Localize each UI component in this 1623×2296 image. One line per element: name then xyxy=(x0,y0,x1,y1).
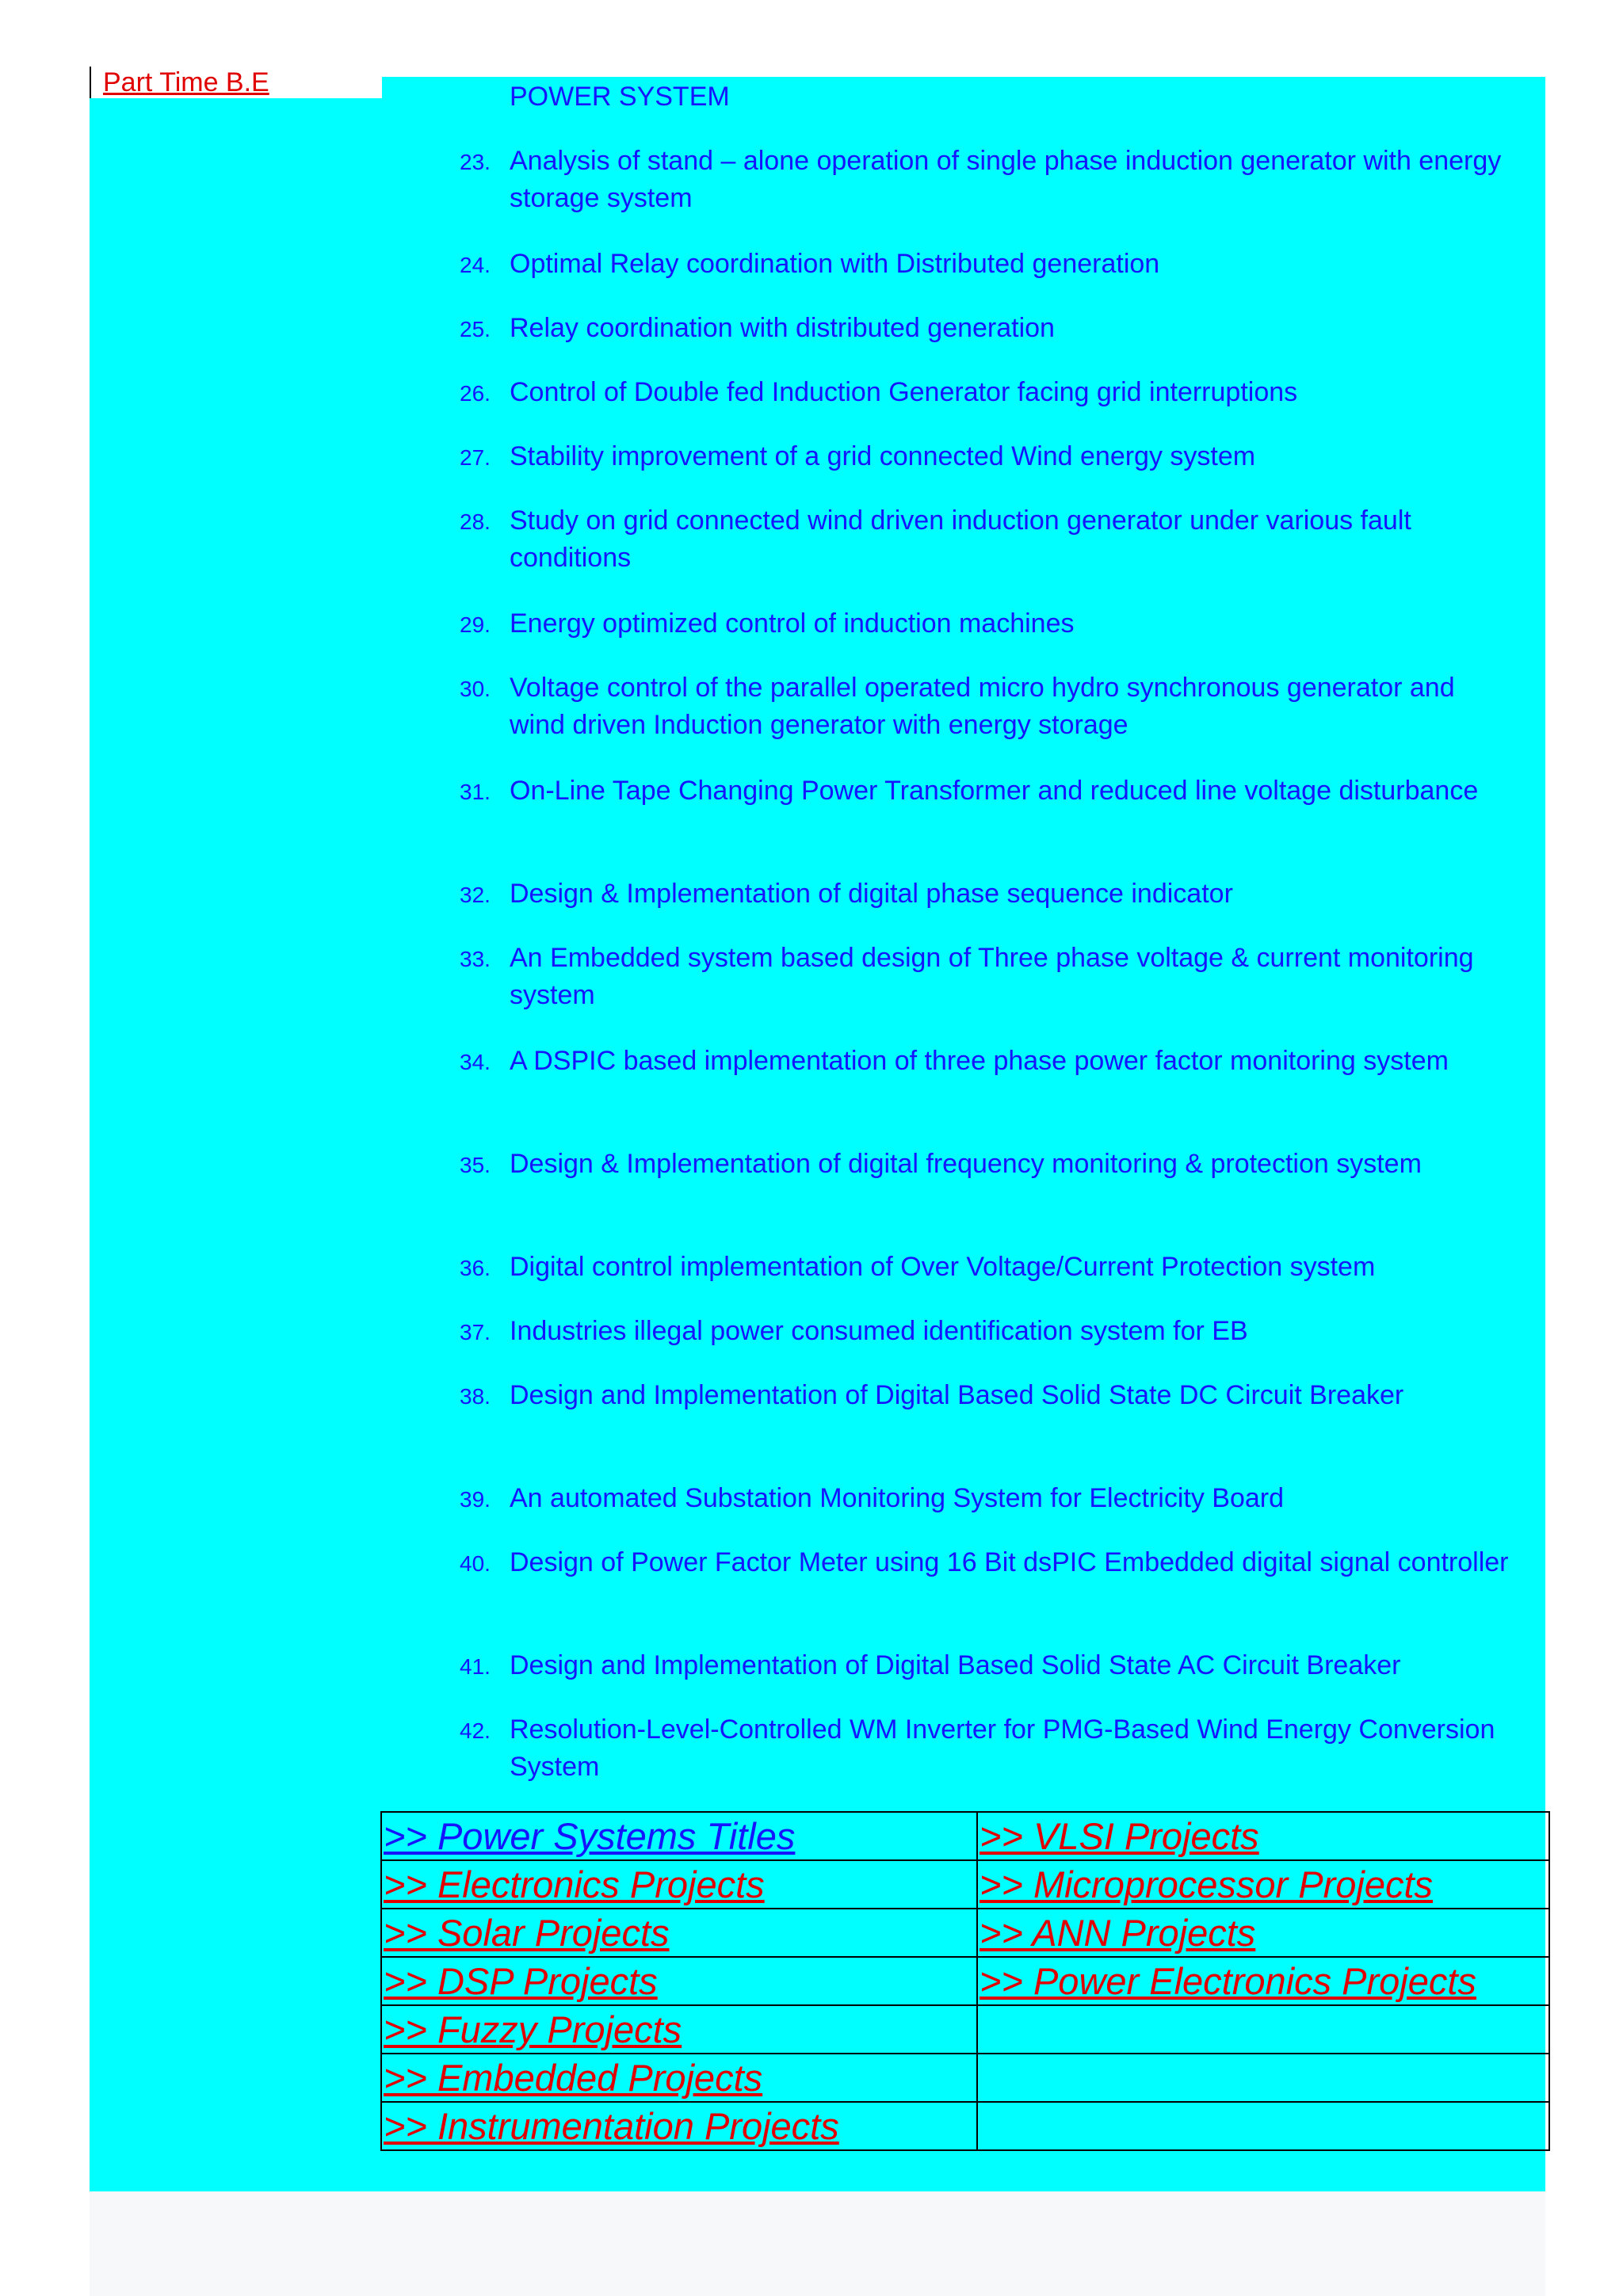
list-item-text: Control of Double fed Induction Generator facing grid interruptions xyxy=(510,377,1298,407)
table-cell-empty xyxy=(977,2005,1549,2054)
list-item-number: 27. xyxy=(460,445,491,470)
list-item-text: An Embedded system based design of Three phase voltage & current monitoring system xyxy=(510,943,1474,1010)
table-cell xyxy=(381,1957,977,2005)
list-item-number: 37. xyxy=(460,1320,491,1344)
list-item-number: 38. xyxy=(460,1384,491,1409)
table-cell xyxy=(381,1812,977,1860)
section-heading-tail: POWER SYSTEM xyxy=(510,82,730,112)
list-item-number: 30. xyxy=(460,677,491,701)
link-fuzzy-projects[interactable]: >> Fuzzy Projects xyxy=(384,2008,682,2050)
list-item-number: 41. xyxy=(460,1654,491,1679)
list-item-text: Design & Implementation of digital phase sequence indicator xyxy=(510,879,1233,909)
table-row xyxy=(381,1812,1549,1860)
table-cell xyxy=(381,1909,977,1957)
list-item-number: 36. xyxy=(460,1256,491,1280)
list-item-number: 29. xyxy=(460,612,491,637)
table-cell xyxy=(977,1909,1549,1957)
link-power-electronics-projects[interactable]: >> Power Electronics Projects xyxy=(980,1960,1476,2002)
table-row xyxy=(381,2102,1549,2150)
list-item-text: Digital control implementation of Over Voltage/Current Protection system xyxy=(510,1252,1376,1282)
link-dsp-projects[interactable]: >> DSP Projects xyxy=(384,1960,658,2002)
table-cell-empty xyxy=(977,2102,1549,2150)
list-item-text: Stability improvement of a grid connected Wind energy system xyxy=(510,441,1256,471)
list-item-number: 31. xyxy=(460,780,491,804)
list-item-text: Voltage control of the parallel operated micro hydro synchronous generator and wind driven Induction generator with energy storage xyxy=(510,673,1455,740)
list-item-number: 42. xyxy=(460,1718,491,1743)
table-row xyxy=(381,2054,1549,2102)
list-item-number: 33. xyxy=(460,947,491,971)
table-row xyxy=(381,1957,1549,2005)
list-item-text: An automated Substation Monitoring System for Electricity Board xyxy=(510,1483,1285,1513)
page-footer-area xyxy=(90,2191,1545,2296)
link-instrumentation-projects[interactable]: >> Instrumentation Projects xyxy=(384,2105,839,2147)
list-item-text: Study on grid connected wind driven induction generator under various fault conditions xyxy=(510,505,1411,573)
list-item-text: Energy optimized control of induction machines xyxy=(510,608,1075,639)
sidebar-link-part-time-be[interactable]: Part Time B.E xyxy=(103,67,269,97)
link-microprocessor-projects[interactable]: >> Microprocessor Projects xyxy=(980,1863,1434,1905)
table-row xyxy=(381,1909,1549,1957)
table-cell-empty xyxy=(977,2054,1549,2102)
list-item-number: 40. xyxy=(460,1551,491,1576)
list-item-number: 26. xyxy=(460,381,491,406)
table-cell xyxy=(381,1860,977,1909)
list-item-text: Relay coordination with distributed generation xyxy=(510,313,1055,343)
list-item-number: 32. xyxy=(460,883,491,907)
table-row xyxy=(381,2005,1549,2054)
list-item-text: Resolution-Level-Controlled WM Inverter for PMG-Based Wind Energy Conversion System xyxy=(510,1714,1495,1782)
link-power-systems-titles[interactable]: >> Power Systems Titles xyxy=(384,1815,796,1857)
list-item-text: Optimal Relay coordination with Distributed generation xyxy=(510,249,1160,279)
table-cell xyxy=(977,1957,1549,2005)
list-item-text: Design and Implementation of Digital Based Solid State DC Circuit Breaker xyxy=(510,1380,1404,1410)
link-solar-projects[interactable]: >> Solar Projects xyxy=(384,1912,670,1954)
list-item-text: Analysis of stand – alone operation of single phase induction generator with energy storage system xyxy=(510,146,1502,213)
list-item-number: 39. xyxy=(460,1487,491,1512)
link-vlsi-projects[interactable]: >> VLSI Projects xyxy=(980,1815,1259,1857)
list-item-text: A DSPIC based implementation of three phase power factor monitoring system xyxy=(510,1046,1449,1076)
list-item-number: 23. xyxy=(460,150,491,174)
project-links-table xyxy=(380,1811,1550,2151)
list-item-number: 35. xyxy=(460,1153,491,1177)
link-ann-projects[interactable]: >> ANN Projects xyxy=(980,1912,1256,1954)
list-item-text: Design and Implementation of Digital Based Solid State AC Circuit Breaker xyxy=(510,1650,1401,1680)
table-cell xyxy=(381,2102,977,2150)
list-item-text: Design & Implementation of digital frequency monitoring & protection system xyxy=(510,1149,1422,1179)
list-item-number: 28. xyxy=(460,509,491,534)
table-row xyxy=(381,1860,1549,1909)
table-cell xyxy=(381,2005,977,2054)
list-item-number: 25. xyxy=(460,317,491,341)
table-cell xyxy=(381,2054,977,2102)
list-item-text: On-Line Tape Changing Power Transformer and reduced line voltage disturbance xyxy=(510,776,1479,806)
table-cell xyxy=(977,1860,1549,1909)
link-embedded-projects[interactable]: >> Embedded Projects xyxy=(384,2057,763,2099)
table-cell xyxy=(977,1812,1549,1860)
link-electronics-projects[interactable]: >> Electronics Projects xyxy=(384,1863,765,1905)
list-item-number: 34. xyxy=(460,1050,491,1074)
list-item-number: 24. xyxy=(460,253,491,277)
list-item-text: Industries illegal power consumed identification system for EB xyxy=(510,1316,1248,1346)
list-item-text: Design of Power Factor Meter using 16 Bit dsPIC Embedded digital signal controller xyxy=(510,1547,1509,1577)
